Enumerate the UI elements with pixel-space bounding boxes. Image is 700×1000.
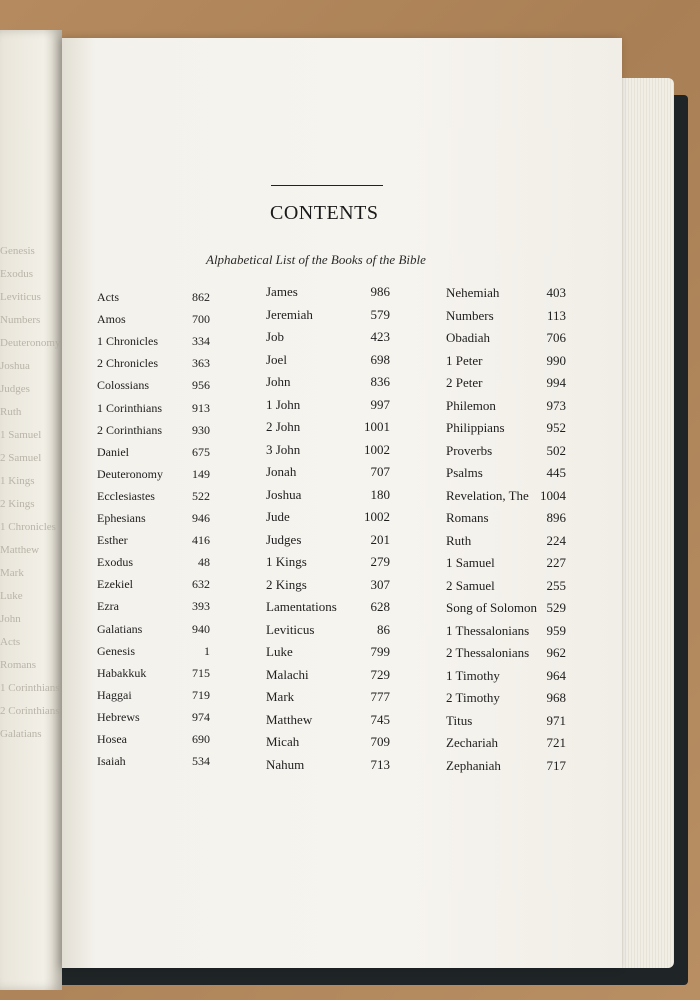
book-name: Daniel <box>97 444 129 459</box>
book-page-number: 721 <box>546 735 566 750</box>
book-name: Colossians <box>97 378 150 393</box>
contents-entry <box>97 644 210 666</box>
left-page-text: 2 Corinthians <box>0 705 60 717</box>
book-name: Haggai <box>97 687 132 702</box>
book-name: Malachi <box>266 666 309 682</box>
left-page-text: Numbers <box>0 314 41 326</box>
left-page-text: 1 Samuel <box>0 429 42 441</box>
contents-entry <box>97 732 210 754</box>
book-page-number: 962 <box>546 645 566 660</box>
book-name: James <box>266 284 298 299</box>
contents-entry <box>97 312 210 334</box>
left-page-text: Exodus <box>0 268 33 280</box>
contents-entry <box>97 467 210 489</box>
book-name: 1 Thessalonians <box>446 622 530 638</box>
book-name: 2 John <box>266 419 301 434</box>
contents-entry <box>266 554 390 576</box>
book-name: Zephaniah <box>446 757 501 773</box>
book-page-number: 952 <box>546 420 566 435</box>
contents-entry <box>446 285 566 307</box>
contents-entry <box>446 420 566 442</box>
book-page-number: 224 <box>546 532 566 548</box>
book-name: Hebrews <box>97 709 140 724</box>
contents-entry <box>266 307 390 329</box>
book-page-number: 706 <box>546 330 566 345</box>
contents-entry <box>266 284 390 306</box>
left-page-text: 2 Kings <box>0 498 35 510</box>
book-name: Titus <box>446 712 473 728</box>
contents-entry <box>446 308 566 330</box>
contents-entry <box>97 290 210 312</box>
book-name: Romans <box>446 510 489 525</box>
contents-entry <box>446 600 566 622</box>
left-page <box>0 30 62 990</box>
book-page-number: 997 <box>370 396 390 412</box>
contents-entry <box>266 509 390 531</box>
book-page-number: 180 <box>370 486 390 502</box>
contents-entry <box>446 758 566 780</box>
book-name: Esther <box>97 533 128 548</box>
contents-entry <box>266 644 390 666</box>
book-page-number: 690 <box>192 732 210 746</box>
book-page-number: 719 <box>192 687 210 702</box>
book-name: Jeremiah <box>266 306 313 322</box>
book-name: Nehemiah <box>446 285 500 300</box>
contents-entry <box>97 356 210 378</box>
contents-entry <box>266 712 390 734</box>
contents-entry <box>446 735 566 757</box>
book-page-number: 1002 <box>364 441 390 457</box>
contents-entry <box>266 622 390 644</box>
book-page-number: 940 <box>192 621 210 636</box>
book-page-number: 393 <box>192 599 210 614</box>
contents-entry <box>97 555 210 577</box>
book-page-number: 255 <box>546 577 566 593</box>
book-page-number: 579 <box>370 306 390 322</box>
book-name: Joel <box>266 351 287 367</box>
book-page-number: 994 <box>546 375 566 390</box>
contents-entry <box>446 443 566 465</box>
left-page-text: John <box>0 613 21 625</box>
book-name: 1 Chronicles <box>97 334 158 349</box>
contents-entry <box>266 532 390 554</box>
book-name: Judges <box>266 531 302 547</box>
left-page-text: Matthew <box>0 544 40 556</box>
left-page-text: Genesis <box>0 245 35 257</box>
book-page-number: 799 <box>370 644 390 659</box>
left-page-text: Romans <box>0 659 37 671</box>
book-name: Acts <box>97 290 119 304</box>
book-name: Lamentations <box>266 599 337 614</box>
book-page-number: 717 <box>546 757 566 773</box>
book-name: Philemon <box>446 397 496 413</box>
book-name: 2 Timothy <box>446 690 500 705</box>
book-name: Exodus <box>97 555 133 570</box>
contents-entry <box>266 374 390 396</box>
book-name: Ephesians <box>97 511 146 525</box>
book-name: Psalms <box>446 465 483 480</box>
contents-entry <box>97 599 210 621</box>
book-page-number: 930 <box>192 422 210 437</box>
book-page-number: 227 <box>546 555 566 570</box>
book-page-number: 445 <box>546 465 566 480</box>
book-page-number: 836 <box>370 374 390 389</box>
book-name: Isaiah <box>97 754 126 769</box>
book-page-number: 986 <box>370 284 390 299</box>
book-page-number: 86 <box>377 621 390 637</box>
book-name: Ecclesiastes <box>97 488 155 503</box>
book-page-number: 628 <box>370 599 390 614</box>
book-page-number: 423 <box>370 329 390 344</box>
book-name: Ruth <box>446 532 472 548</box>
book-name: 2 Chronicles <box>97 356 158 371</box>
contents-entry <box>446 330 566 352</box>
contents-entry <box>266 577 390 599</box>
contents-entry <box>446 510 566 532</box>
book-page-number: 707 <box>370 464 390 479</box>
book-page-number: 973 <box>546 397 566 413</box>
left-page-text: Acts <box>0 636 21 648</box>
contents-entry <box>97 511 210 533</box>
contents-entry <box>266 329 390 351</box>
book-name: 1 Peter <box>446 352 483 368</box>
book-name: Obadiah <box>446 330 491 345</box>
book-page-number: 862 <box>192 290 210 304</box>
contents-entry <box>97 688 210 710</box>
book-name: 2 Corinthians <box>97 422 162 437</box>
book-name: Proverbs <box>446 442 493 458</box>
contents-entry <box>446 623 566 645</box>
book-page-number: 713 <box>370 756 390 772</box>
book-page-number: 971 <box>546 712 566 728</box>
book-name: Mark <box>266 689 295 704</box>
book-page-number: 715 <box>192 665 210 680</box>
contents-entry <box>266 734 390 756</box>
page-title: CONTENTS <box>270 202 379 224</box>
book-page-number: 956 <box>192 378 210 393</box>
book-name: 1 John <box>266 396 301 412</box>
left-page-text: Deuteronomy <box>0 337 61 349</box>
contents-entry <box>446 645 566 667</box>
book-page-number: 307 <box>370 576 390 592</box>
book-page-number: 534 <box>192 754 210 769</box>
book-name: Luke <box>266 644 293 659</box>
left-page-text: Joshua <box>0 360 30 372</box>
contents-entry <box>446 398 566 420</box>
book-name: Ezekiel <box>97 577 133 592</box>
contents-entry <box>97 378 210 400</box>
book-page-number: 745 <box>370 711 390 727</box>
contents-entry <box>446 668 566 690</box>
left-page-text: Leviticus <box>0 291 41 303</box>
book-page-number: 974 <box>192 709 210 724</box>
book-page-number: 48 <box>198 555 210 570</box>
book-name: 1 Corinthians <box>97 400 162 415</box>
book-page-number: 959 <box>546 622 566 638</box>
left-page-text: 1 Chronicles <box>0 521 56 533</box>
book-name: Genesis <box>97 643 135 658</box>
book-name: Amos <box>97 312 126 327</box>
book-name: 2 Peter <box>446 375 483 390</box>
book-name: 1 Timothy <box>446 667 500 683</box>
contents-entry <box>446 690 566 712</box>
contents-entry <box>266 419 390 441</box>
book-page-number: 698 <box>370 351 390 367</box>
book-name: John <box>266 374 291 389</box>
book-name: 1 Kings <box>266 554 307 569</box>
book-page-number: 632 <box>192 577 210 592</box>
book-name: 1 Samuel <box>446 555 495 570</box>
contents-entry <box>266 757 390 779</box>
contents-entry <box>266 689 390 711</box>
contents-entry <box>266 464 390 486</box>
book-name: Revelation, The <box>446 487 529 503</box>
book-page-number: 990 <box>546 352 566 368</box>
left-page-text: Luke <box>0 590 23 602</box>
page-subtitle: Alphabetical List of the Books of the Bible <box>206 252 426 267</box>
book-page-number: 777 <box>370 689 390 704</box>
contents-entry <box>266 397 390 419</box>
contents-entry <box>446 555 566 577</box>
book-name: Philippians <box>446 420 505 435</box>
contents-entry <box>97 401 210 423</box>
book-page-number: 416 <box>192 533 210 548</box>
left-page-text: 1 Corinthians <box>0 682 60 694</box>
contents-entry <box>446 488 566 510</box>
book-page-number: 113 <box>546 307 566 323</box>
book-page-number: 403 <box>546 285 566 300</box>
book-name: 2 Samuel <box>446 577 495 593</box>
book-page-number: 729 <box>370 666 390 682</box>
book-page-number: 968 <box>546 690 566 705</box>
book-page-number: 279 <box>370 554 390 569</box>
contents-entry <box>97 489 210 511</box>
contents-entry <box>446 375 566 397</box>
contents-entry <box>266 442 390 464</box>
book-name: 2 Thessalonians <box>446 645 530 660</box>
contents-entry <box>266 352 390 374</box>
book-name: Jonah <box>266 464 297 479</box>
book-page-number: 334 <box>192 334 210 349</box>
contents-entry <box>97 666 210 688</box>
book-page-number: 1004 <box>540 487 566 503</box>
left-page-text: Judges <box>0 383 30 395</box>
left-page-text: Ruth <box>0 406 22 418</box>
contents-entry <box>97 754 210 776</box>
contents-entry <box>266 487 390 509</box>
contents-entry <box>266 667 390 689</box>
book-name: Zechariah <box>446 735 498 750</box>
book-page-number: 1002 <box>364 509 390 524</box>
book-page-number: 946 <box>192 511 210 525</box>
contents-entry <box>446 578 566 600</box>
title-rule <box>271 185 383 186</box>
book-name: Matthew <box>266 711 313 727</box>
book-page-number: 913 <box>192 400 210 415</box>
left-page-text: Mark <box>0 567 24 579</box>
contents-entry <box>97 533 210 555</box>
book-name: Micah <box>266 734 300 749</box>
left-page-text: 2 Samuel <box>0 452 42 464</box>
book-name: Jude <box>266 509 290 524</box>
book-name: Habakkuk <box>97 665 147 680</box>
contents-entry <box>97 577 210 599</box>
contents-entry <box>266 599 390 621</box>
book-page-number: 964 <box>546 667 566 683</box>
left-page-text: 1 Kings <box>0 475 35 487</box>
book-name: Song of Solomon <box>446 600 538 615</box>
contents-entry <box>97 334 210 356</box>
book-page-number: 502 <box>546 442 566 458</box>
book-name: Ezra <box>97 599 119 614</box>
book-name: 3 John <box>266 441 301 457</box>
book-name: Job <box>266 329 285 344</box>
book-page-number: 896 <box>546 510 566 525</box>
book-page-number: 700 <box>192 312 210 327</box>
book-name: Joshua <box>266 486 302 502</box>
book-name: Galatians <box>97 621 143 636</box>
contents-entry <box>446 533 566 555</box>
contents-entry <box>97 445 210 467</box>
book-name: Leviticus <box>266 621 315 637</box>
book-page-number: 363 <box>192 356 210 371</box>
contents-entry <box>97 622 210 644</box>
contents-entry <box>97 423 210 445</box>
book-page-number: 529 <box>546 600 566 615</box>
book-name: Numbers <box>446 307 494 323</box>
book-page-number: 709 <box>370 734 390 749</box>
left-page-text: Galatians <box>0 728 42 740</box>
book-page-number: 149 <box>192 466 210 481</box>
book-page-number: 1 <box>204 643 210 658</box>
contents-entry <box>446 465 566 487</box>
contents-entry <box>446 353 566 375</box>
book-name: Deuteronomy <box>97 466 163 481</box>
contents-entry <box>446 713 566 735</box>
book-page-number: 522 <box>192 488 210 503</box>
book-page-number: 201 <box>370 531 390 547</box>
book-name: Hosea <box>97 732 127 746</box>
book-page-number: 1001 <box>364 419 390 434</box>
book-page-number: 675 <box>192 444 210 459</box>
book-name: Nahum <box>266 756 305 772</box>
book-name: 2 Kings <box>266 576 307 592</box>
contents-entry <box>97 710 210 732</box>
